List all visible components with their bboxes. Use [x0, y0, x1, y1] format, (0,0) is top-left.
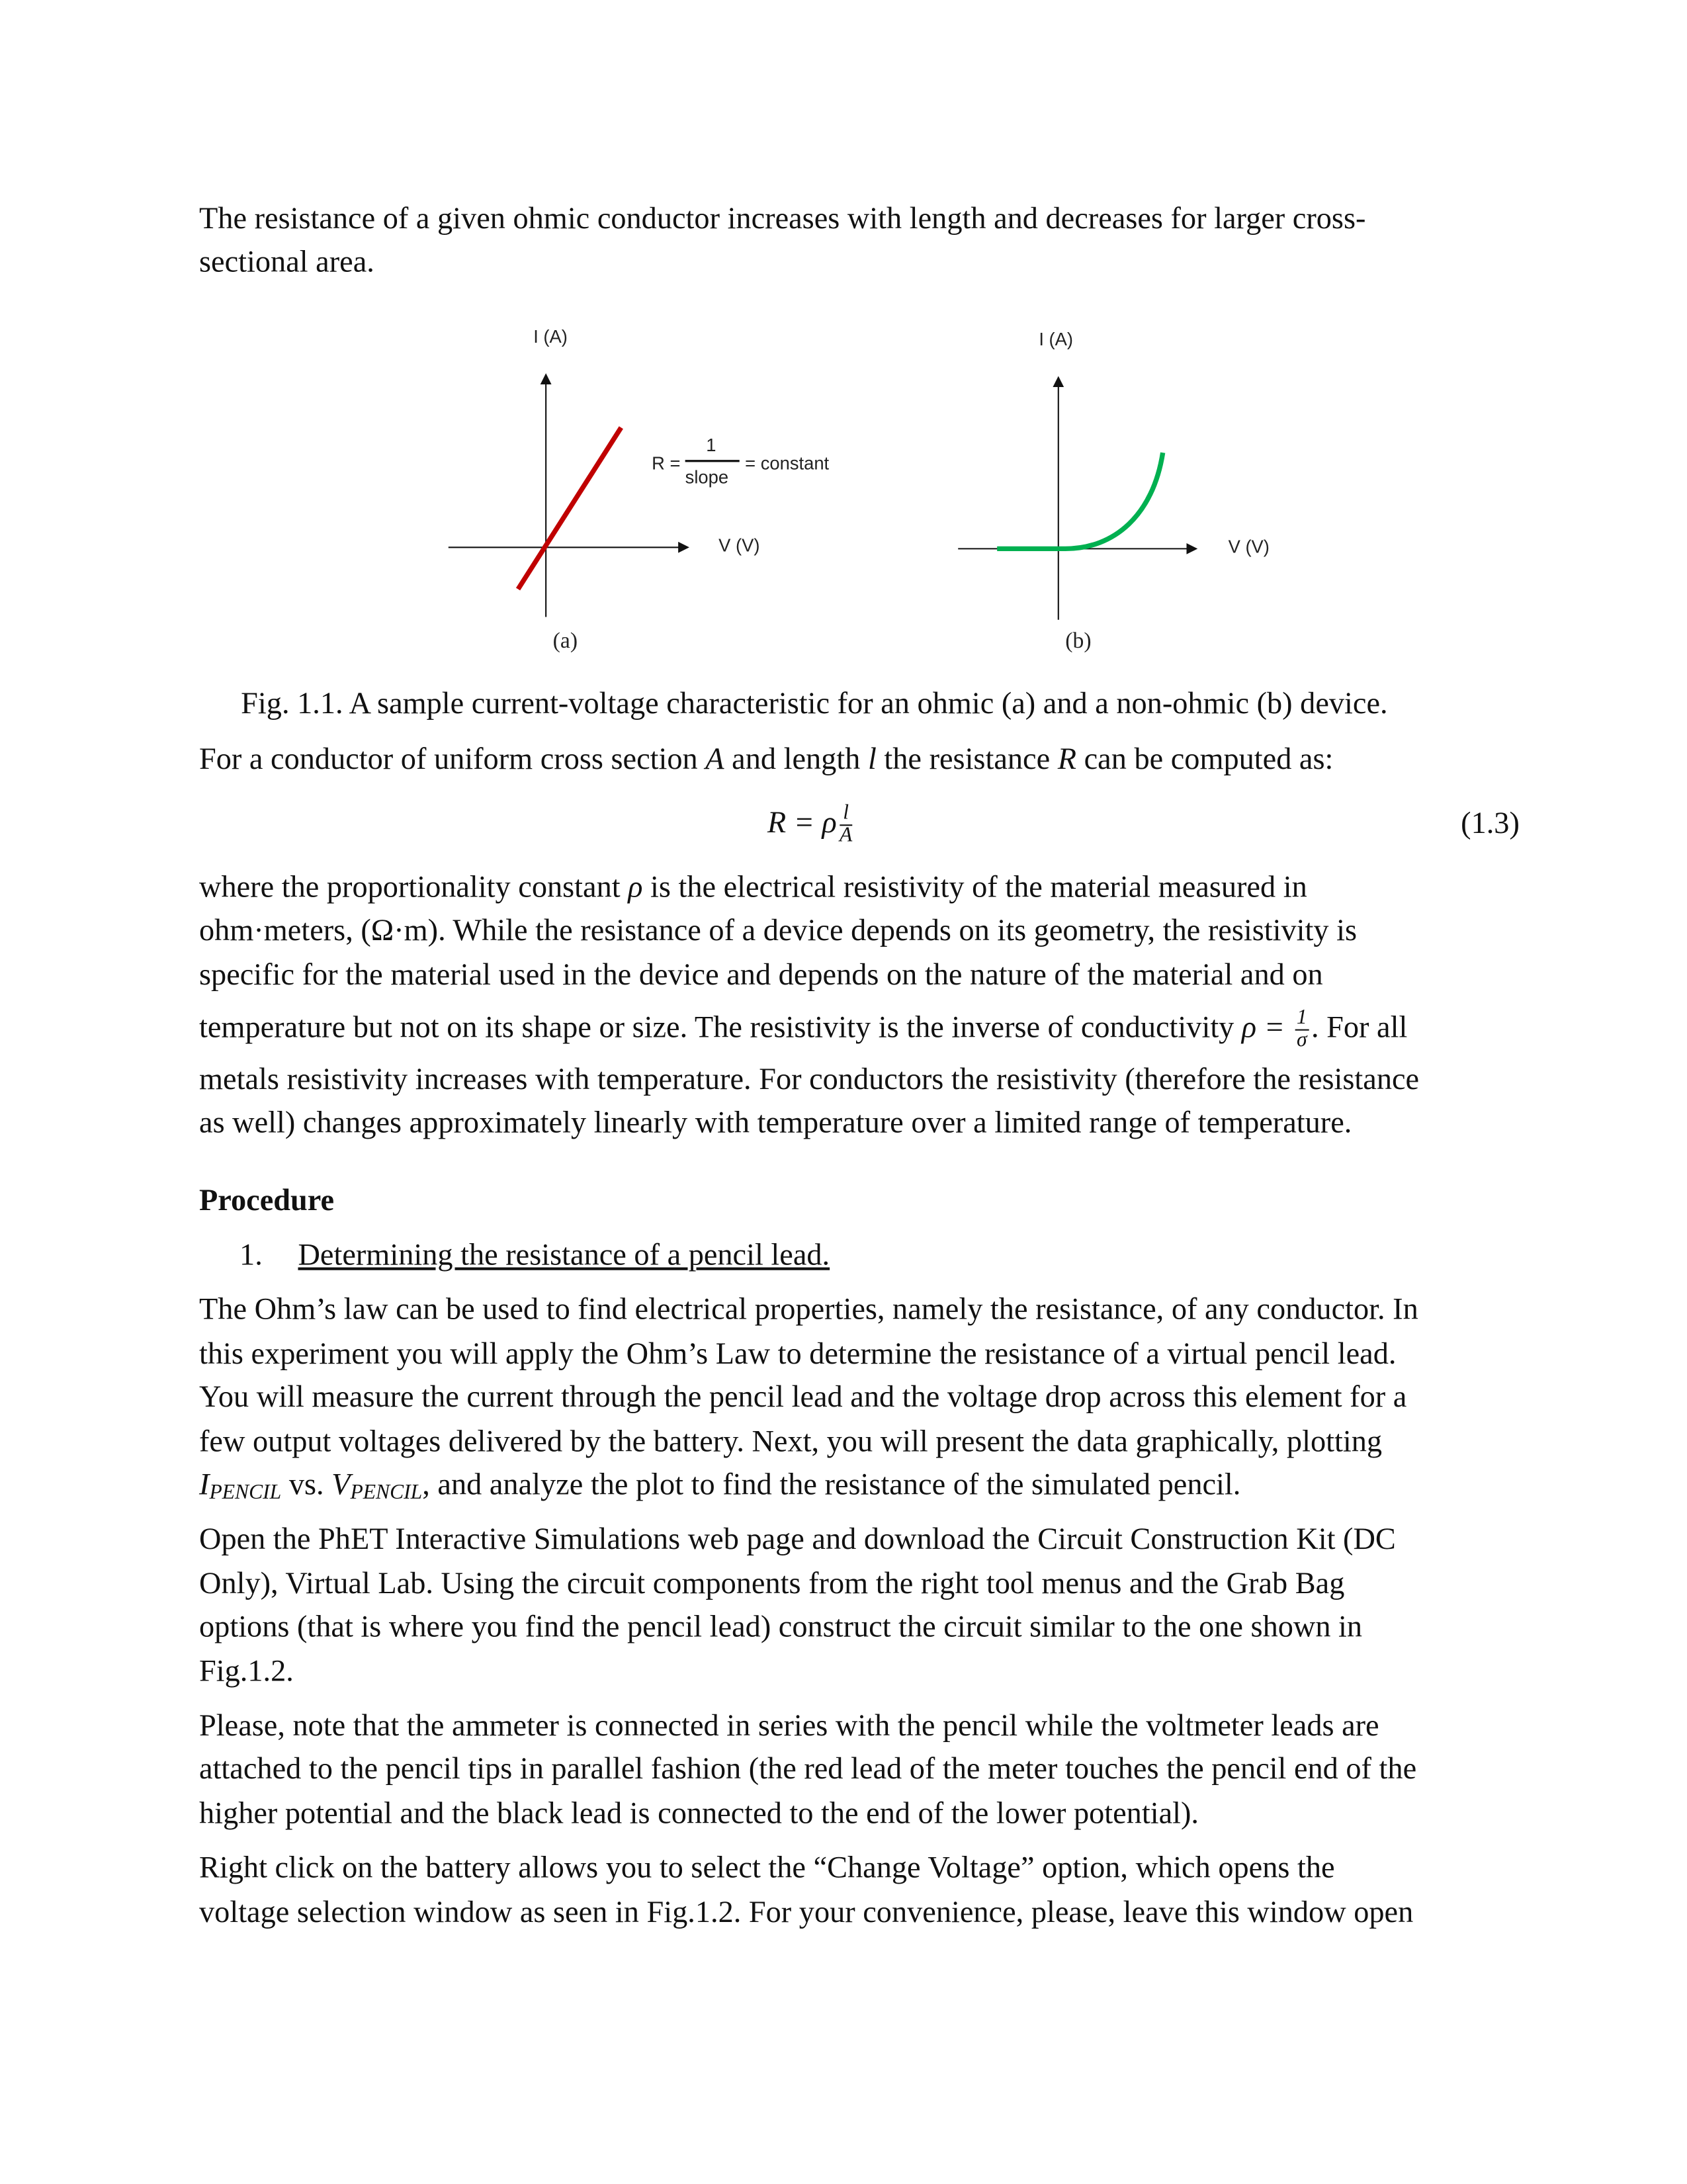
para1-line-2: ohm·meters, (Ω·m). While the resistance of a device depends on its geometry, the resistivity is [199, 912, 1357, 947]
figure-caption: Fig. 1.1. A sample current-voltage characteristic for an ohmic (a) and a non-ohmic (b) device. [241, 685, 1388, 721]
graph-nonohmic [958, 329, 1270, 653]
equation-denominator: A [839, 824, 853, 847]
subscript: PENCIL [209, 1481, 282, 1505]
procedure-heading: Procedure [199, 1182, 335, 1217]
para4-line-1: Please, note that the ammeter is connected in series with the pencil while the voltmeter leads are [199, 1707, 1379, 1743]
para3-line-2: Only), Virtual Lab. Using the circuit components from the right tool menus and the Grab Bag [199, 1565, 1345, 1600]
graph-ohmic [449, 326, 830, 653]
text: where the proportionality constant [199, 869, 628, 904]
numerator: 1 [1295, 1008, 1309, 1031]
var-i: I [199, 1466, 210, 1502]
equation-number: (1.3) [1461, 805, 1520, 840]
para3-line-3: options (that is where you find the pencil lead) construct the circuit similar to the one shown in [199, 1608, 1363, 1643]
var-rho: ρ [628, 869, 643, 904]
intro-line-2: sectional area. [199, 243, 374, 279]
rho-equals: ρ = [1241, 1009, 1285, 1044]
para1-line-6: as well) changes approximately linearly with temperature over a limited range of temperature. [199, 1104, 1352, 1139]
text: the resistance [876, 740, 1058, 776]
formula-denominator: slope [685, 466, 729, 488]
para2-line-2: this experiment you will apply the Ohm’s Law to determine the resistance of a virtual pencil lead. [199, 1335, 1397, 1371]
equation-lhs: R = ρ [767, 804, 837, 840]
equation-1-3 [767, 804, 855, 847]
equation-numerator: l [840, 804, 852, 826]
y-axis-label: I (A) [1039, 329, 1074, 350]
para2-line-1: The Ohm’s law can be used to find electrical properties, namely the resistance, of any conductor. In [199, 1291, 1418, 1326]
procedure-item-number: 1. [239, 1237, 263, 1272]
subscript: PENCIL [350, 1481, 423, 1505]
para2-line-4: few output voltages delivered by the battery. Next, you will present the data graphically, plotting [199, 1423, 1383, 1458]
graph-label-b: (b) [1065, 628, 1092, 653]
nonohmic-iv-curve [997, 453, 1162, 548]
text: . For all [1311, 1009, 1408, 1044]
text: , and analyze the plot to find the resistance of the simulated pencil. [422, 1466, 1241, 1502]
graph-label-a: (a) [552, 628, 578, 653]
x-axis-label: V (V) [1228, 536, 1270, 557]
formula-numerator: 1 [706, 435, 716, 456]
para2-line-3: You will measure the current through the pencil lead and the voltage drop across this element for a [199, 1378, 1407, 1414]
var-a: A [705, 740, 724, 776]
formula-rhs: = constant [745, 453, 830, 474]
var-v: V [331, 1466, 351, 1502]
intro-line-1: The resistance of a given ohmic conductor increases with length and decreases for larger cross- [199, 200, 1366, 236]
conductor-line [199, 741, 1333, 777]
text: is the electrical resistivity of the material measured in [642, 869, 1307, 904]
procedure-item-title: Determining the resistance of a pencil lead. [298, 1237, 830, 1272]
text: For a conductor of uniform cross section [199, 740, 706, 776]
para4-line-3: higher potential and the black lead is connected to the end of the lower potential). [199, 1795, 1199, 1830]
ohmic-iv-line [518, 427, 621, 589]
para1-line-1 [199, 869, 1307, 906]
para5-line-2: voltage selection window as seen in Fig.1.2. For your convenience, please, leave this window open [199, 1894, 1414, 1929]
para1-line-3: specific for the material used in the device and depends on the nature of the material and on [199, 957, 1323, 992]
var-l: l [867, 740, 877, 776]
text: temperature but not on its shape or size. The resistivity is the inverse of conductivity [199, 1009, 1242, 1044]
para5-line-1: Right click on the battery allows you to select the “Change Voltage” option, which opens the [199, 1849, 1335, 1885]
para3-line-4: Fig.1.2. [199, 1653, 294, 1688]
denominator-sigma: σ [1296, 1029, 1307, 1052]
text: and length [724, 740, 868, 776]
x-axis-label: V (V) [718, 535, 760, 556]
para3-line-1: Open the PhET Interactive Simulations web page and download the Circuit Construction Kit (DC [199, 1520, 1396, 1556]
para2-line-5 [199, 1467, 1240, 1511]
var-r: R [1057, 740, 1077, 776]
text: vs. [281, 1466, 332, 1502]
para4-line-2: attached to the pencil tips in parallel fashion (the red lead of the meter touches the pencil end of the [199, 1750, 1417, 1786]
para1-line-4 [199, 1008, 1407, 1051]
para1-line-5: metals resistivity increases with temperature. For conductors the resistivity (therefore the resistance [199, 1061, 1420, 1096]
text: can be computed as: [1076, 740, 1334, 776]
y-axis-label: I (A) [533, 326, 568, 347]
formula-lhs: R = [652, 453, 681, 474]
